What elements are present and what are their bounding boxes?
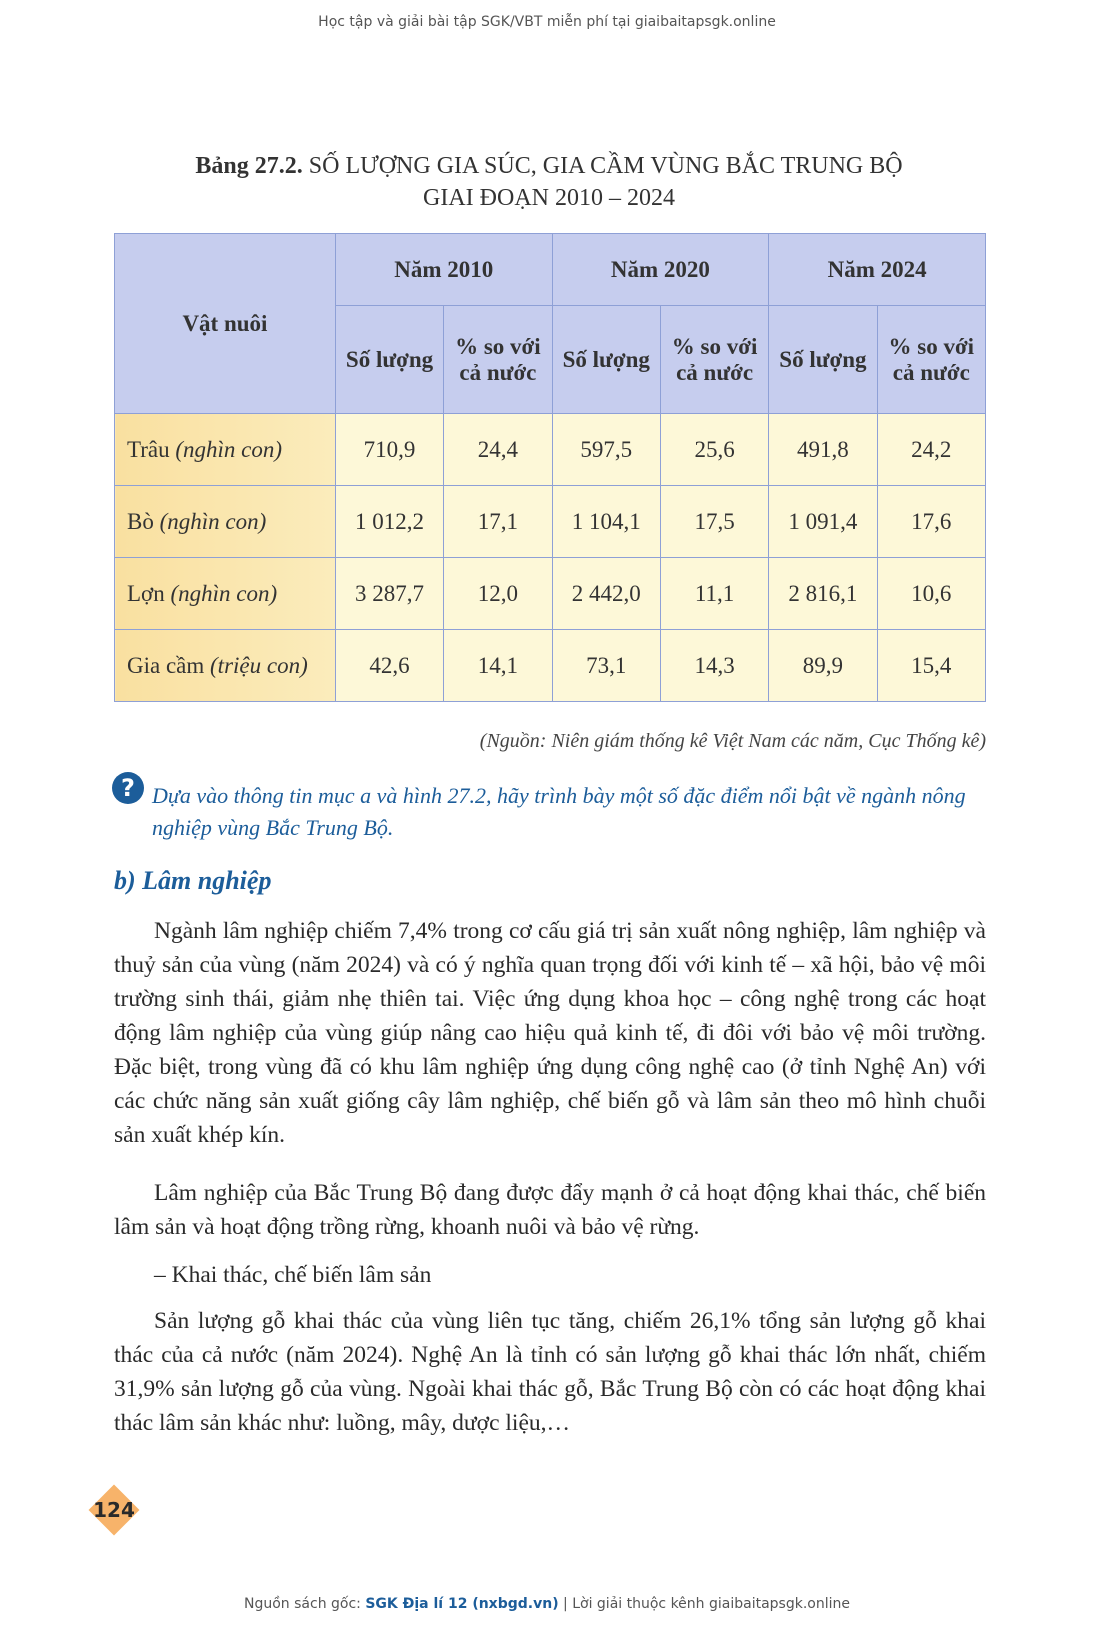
livestock-table <box>114 233 986 702</box>
table-row <box>115 486 986 558</box>
table-cell: 597,5 <box>552 414 660 486</box>
table-cell: 25,6 <box>660 414 768 486</box>
page-number-text: 124 <box>93 1498 135 1522</box>
table-cell: 89,9 <box>769 630 877 702</box>
table-cell: 10,6 <box>877 558 985 630</box>
table-cell: 15,4 <box>877 630 985 702</box>
table-cell: 2 442,0 <box>552 558 660 630</box>
table-row <box>115 558 986 630</box>
table-title-line2: GIAI ĐOẠN 2010 – 2024 <box>423 185 675 211</box>
paragraph: Ngành lâm nghiệp chiếm 7,4% trong cơ cấu giá trị sản xuất nông nghiệp, lâm nghiệp và thuỷ sản của vùng (năm 2024) và có ý nghĩa quan trọng đối với kinh tế – xã hội, bảo vệ môi trường sinh thái, giảm nhẹ thiên tai. Việc ứng dụng khoa học – công nghệ trong các hoạt động lâm nghiệp của vùng giúp nâng cao hiệu quả kinh tế, đi đôi với bảo vệ môi trường. Đặc biệt, trong vùng đã có khu lâm nghiệp ứng dụng công nghệ cao (ở tỉnh Nghệ An) với các chức năng sản xuất giống cây lâm nghiệp, chế biến gỗ và lâm sản theo mô hình chuỗi sản xuất khép kín. <box>114 918 986 1148</box>
paragraph: – Khai thác, chế biến lâm sản <box>154 1262 432 1288</box>
question-text: Dựa vào thông tin mục a và hình 27.2, hãy trình bày một số đặc điểm nổi bật về ngành nông nghiệp vùng Bắc Trung Bộ. <box>152 783 966 840</box>
row-label: Gia cầm (triệu con) <box>115 630 336 702</box>
table-cell: 1 012,2 <box>335 486 443 558</box>
header-quantity: Số lượng <box>335 306 443 414</box>
page-number <box>92 1488 136 1532</box>
footer-suffix: | Lời giải thuộc kênh giaibaitapsgk.online <box>563 1596 850 1612</box>
row-label: Trâu (nghìn con) <box>115 414 336 486</box>
table-row <box>115 414 986 486</box>
table-cell: 3 287,7 <box>335 558 443 630</box>
table-cell: 1 091,4 <box>769 486 877 558</box>
table-source: (Nguồn: Niên giám thống kê Việt Nam các năm, Cục Thống kê) <box>479 730 986 752</box>
table-cell: 42,6 <box>335 630 443 702</box>
table-cell: 17,6 <box>877 486 985 558</box>
footer-prefix: Nguồn sách gốc: <box>244 1596 361 1612</box>
table-title <box>114 150 984 214</box>
paragraph: Sản lượng gỗ khai thác của vùng liên tục tăng, chiếm 26,1% tổng sản lượng gỗ khai thác của cả nước (năm 2024). Nghệ An là tỉnh có sản lượng gỗ khai thác lớn nhất, chiếm 31,9% sản lượng gỗ của vùng. Ngoài khai thác gỗ, Bắc Trung Bộ còn có các hoạt động khai thác lâm sản khác như: luồng, mây, dược liệu,… <box>114 1308 986 1436</box>
header-percent: % so với cả nước <box>444 306 552 414</box>
table-cell: 710,9 <box>335 414 443 486</box>
table-cell: 24,2 <box>877 414 985 486</box>
table-cell: 24,4 <box>444 414 552 486</box>
table-cell: 17,1 <box>444 486 552 558</box>
header-quantity: Số lượng <box>552 306 660 414</box>
footer-note <box>0 1596 1094 1612</box>
paragraph: Lâm nghiệp của Bắc Trung Bộ đang được đẩy mạnh ở cả hoạt động khai thác, chế biến lâm sản và hoạt động trồng rừng, khoanh nuôi và bảo vệ rừng. <box>114 1180 986 1240</box>
table-cell: 1 104,1 <box>552 486 660 558</box>
table-cell: 14,3 <box>660 630 768 702</box>
table-row <box>115 630 986 702</box>
question-icon: ? <box>112 772 144 804</box>
row-label: Lợn (nghìn con) <box>115 558 336 630</box>
header-quantity: Số lượng <box>769 306 877 414</box>
footer-link[interactable]: SGK Địa lí 12 (nxbgd.vn) <box>365 1596 559 1612</box>
header-year-2010: Năm 2010 <box>335 234 552 306</box>
table-cell: 17,5 <box>660 486 768 558</box>
table-cell: 11,1 <box>660 558 768 630</box>
row-label: Bò (nghìn con) <box>115 486 336 558</box>
header-year-2024: Năm 2024 <box>769 234 986 306</box>
table-cell: 73,1 <box>552 630 660 702</box>
table-title-prefix: Bảng 27.2. <box>195 153 303 179</box>
header-percent: % so với cả nước <box>877 306 985 414</box>
header-year-2020: Năm 2020 <box>552 234 769 306</box>
header-percent: % so với cả nước <box>660 306 768 414</box>
table-cell: 14,1 <box>444 630 552 702</box>
table-cell: 491,8 <box>769 414 877 486</box>
table-cell: 12,0 <box>444 558 552 630</box>
table-cell: 2 816,1 <box>769 558 877 630</box>
section-heading: b) Lâm nghiệp <box>114 866 272 895</box>
header-vat-nuoi: Vật nuôi <box>115 234 336 414</box>
header-note: Học tập và giải bài tập SGK/VBT miễn phí tại giaibaitapsgk.online <box>318 14 776 30</box>
table-title-line1: SỐ LƯỢNG GIA SÚC, GIA CẦM VÙNG BẮC TRUNG BỘ <box>308 153 903 179</box>
